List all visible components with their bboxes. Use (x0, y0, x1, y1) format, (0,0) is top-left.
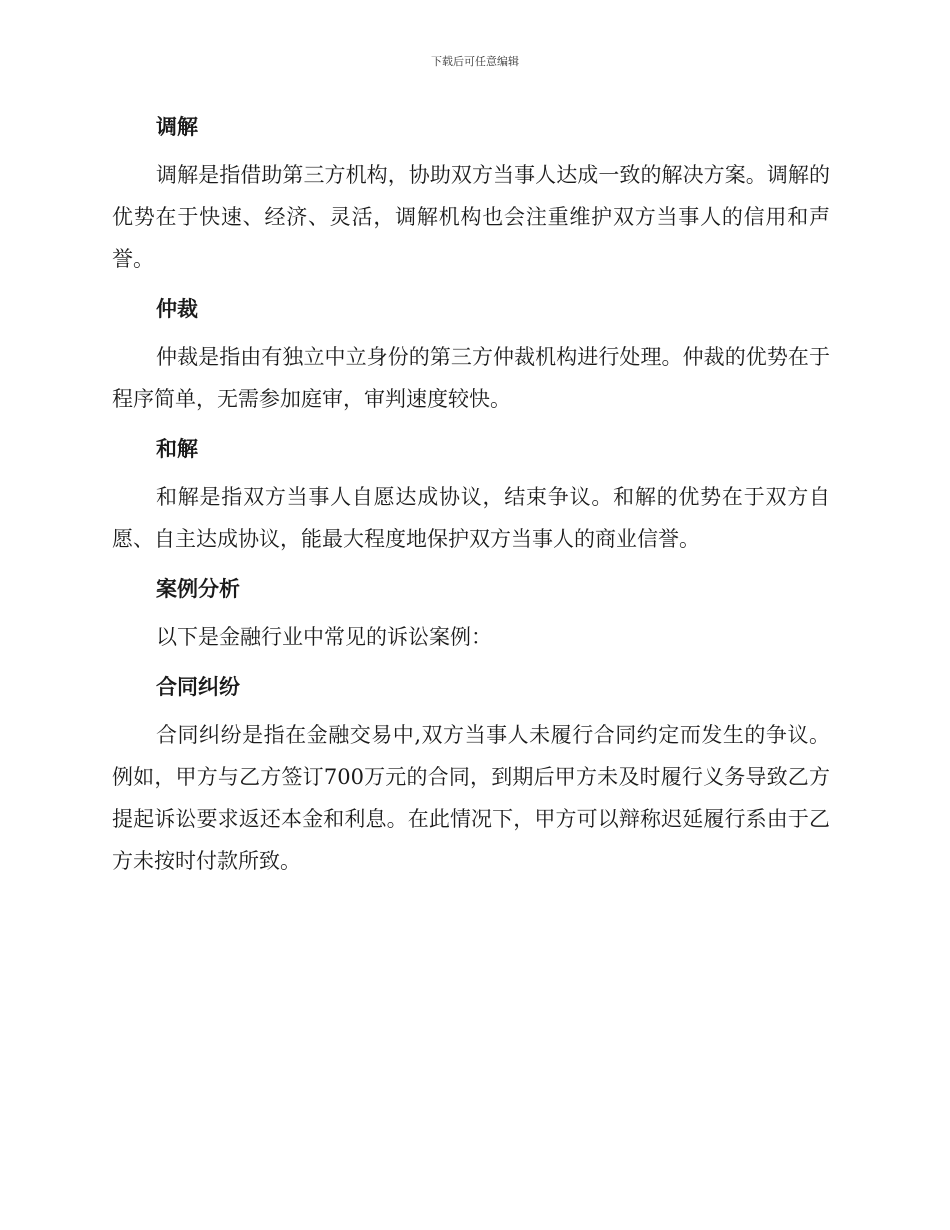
section-heading-case-analysis: 案例分析 (156, 577, 240, 601)
paragraph-settlement: 和解是指双方当事人自愿达成协议，结束争议。和解的优势在于双方自愿、自主达成协议，能最大程度地保护双方当事人的商业信誉。 (112, 485, 830, 551)
header-note: 下载后可任意编辑 (431, 55, 519, 68)
section-heading-contract-dispute: 合同纠纷 (156, 675, 240, 699)
section-heading-settlement: 和解 (156, 437, 198, 461)
paragraph-arbitration: 仲裁是指由有独立中立身份的第三方仲裁机构进行处理。仲裁的优势在于程序简单，无需参加庭审，审判速度较快。 (112, 345, 830, 411)
section-heading-mediation: 调解 (156, 115, 198, 139)
paragraph-case-analysis: 以下是金融行业中常见的诉讼案例： (156, 625, 492, 649)
paragraph-contract-dispute: 合同纠纷是指在金融交易中,双方当事人未履行合同约定而发生的争议。例如，甲方与乙方签订700万元的合同，到期后甲方未及时履行义务导致乙方提起诉讼要求返还本金和利息。在此情况下，甲方可以辩称迟延履行系由于乙方未按时付款所致。 (112, 723, 830, 873)
section-heading-arbitration: 仲裁 (156, 297, 198, 321)
paragraph-mediation: 调解是指借助第三方机构，协助双方当事人达成一致的解决方案。调解的优势在于快速、经济、灵活，调解机构也会注重维护双方当事人的信用和声誉。 (112, 163, 830, 271)
document-body (112, 108, 830, 882)
